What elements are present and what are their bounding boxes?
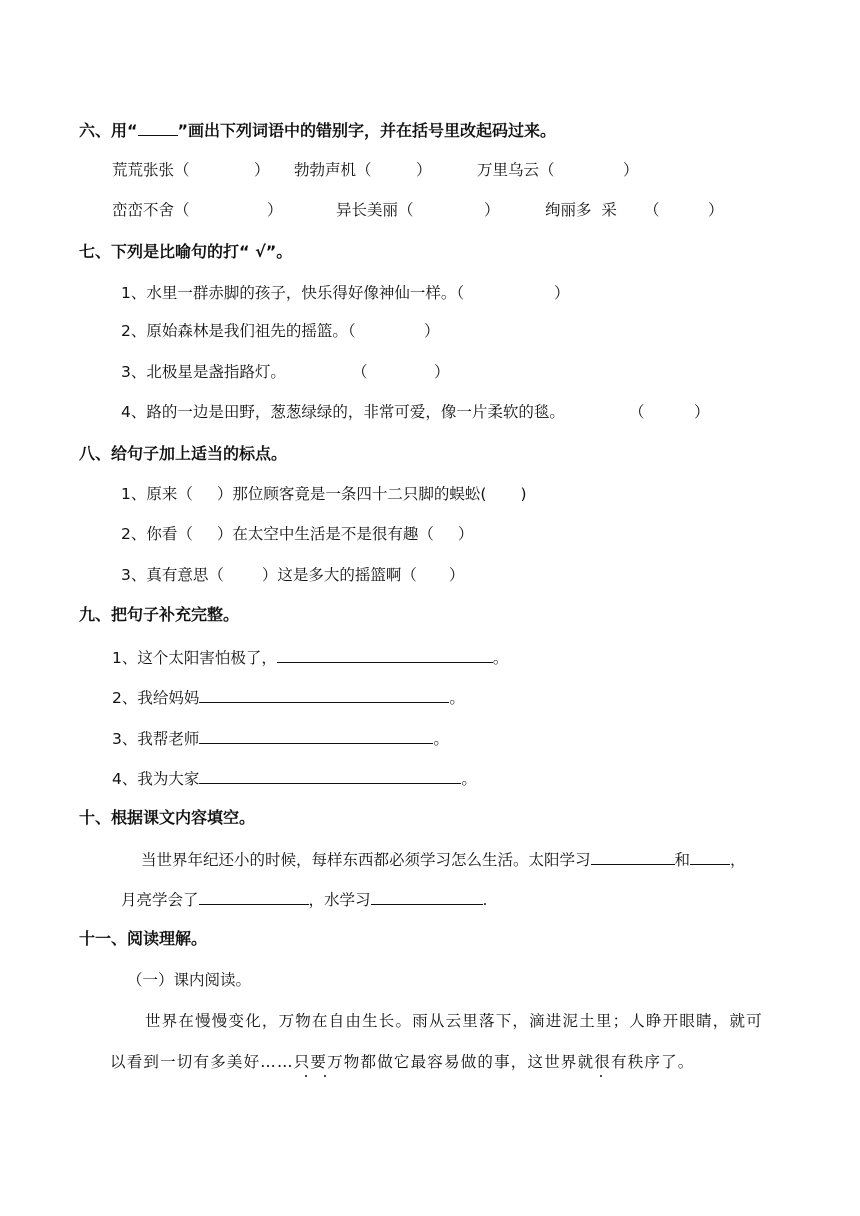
word-item-5: 异长美丽（	[336, 201, 414, 219]
punct-item-2: 2、你看（ ）在太空中生活是不是很有趣（ ）	[121, 525, 474, 543]
answer-paren-close: ）	[254, 161, 270, 179]
fill-paragraph-line-2: 月亮学会了 ，水学习 .	[121, 888, 487, 911]
section-6-heading: 六、用“ ”画出下列词语中的错别字，并在括号里改起码过来。	[79, 121, 557, 140]
answer-paren-open: （	[352, 363, 368, 381]
answer-paren-open: （	[629, 403, 645, 421]
answer-paren-close: ）	[484, 201, 500, 219]
metaphor-item-1: 1、水里一群赤脚的孩子，快乐得好像神仙一样。（	[121, 284, 465, 302]
section-11-heading: 十一、阅读理解。	[79, 929, 208, 948]
fill-paragraph-line-1: 当世界年纪还小的时候，每样东西都必须学习怎么生活。太阳学习 和 ，	[141, 848, 746, 871]
punct-item-1: 1、原来（ ）那位顾客竟是一条四十二只脚的蜈蚣( )	[121, 485, 527, 503]
answer-paren-close: ）	[434, 363, 450, 381]
answer-paren-close: ）	[424, 322, 440, 340]
answer-blank[interactable]	[277, 646, 493, 663]
word-item-6: 绚丽多 采	[545, 201, 617, 219]
emphasis-dot	[324, 1075, 326, 1077]
punct-item-3: 3、真有意思（ ）这是多大的摇篮啊（ ）	[121, 566, 465, 584]
answer-paren-close: ）	[708, 201, 724, 219]
word-item-1: 荒荒张张（	[112, 161, 190, 179]
metaphor-item-4: 4、路的一边是田野，葱葱绿绿的，非常可爱，像一片柔软的毯。	[121, 403, 565, 421]
metaphor-item-2: 2、原始森林是我们祖先的摇篮。（	[121, 322, 356, 340]
section-8-heading: 八、给句子加上适当的标点。	[79, 444, 288, 463]
answer-blank[interactable]	[199, 767, 461, 784]
word-item-2: 勃勃声机（	[294, 161, 372, 179]
answer-paren-close: ）	[416, 161, 432, 179]
reading-paragraph-line-2: 以看到一切有多美好……只要万物都做它最容易做的事，这世界就很有秩序了。	[110, 1053, 695, 1071]
answer-paren-close: ）	[623, 161, 639, 179]
reading-paragraph-line-1: 世界在慢慢变化，万物在自由生长。雨从云里落下，滴进泥土里；人睁开眼睛，就可	[145, 1012, 763, 1030]
answer-paren-close: ）	[554, 284, 570, 302]
answer-blank[interactable]	[591, 848, 675, 865]
complete-item-3: 3、我帮老师 。	[112, 727, 449, 750]
metaphor-item-3: 3、北极星是盏指路灯。	[121, 363, 286, 381]
reading-subheading: （一）课内阅读。	[127, 971, 252, 989]
complete-item-1: 1、这个太阳害怕极了， 。	[112, 646, 508, 669]
answer-blank[interactable]	[199, 727, 433, 744]
emphasis-dot	[305, 1075, 307, 1077]
answer-blank[interactable]	[371, 888, 483, 905]
answer-blank[interactable]	[690, 848, 730, 865]
section-10-heading: 十、根据课文内容填空。	[79, 808, 256, 827]
answer-blank[interactable]	[199, 888, 309, 905]
emphasis-dot	[600, 1075, 602, 1077]
section-9-heading: 九、把句子补充完整。	[79, 605, 240, 624]
word-item-3: 万里乌云（	[477, 161, 555, 179]
complete-item-4: 4、我为大家 。	[112, 767, 477, 790]
answer-paren-close: ）	[694, 403, 710, 421]
word-item-4: 峦峦不舍（	[112, 201, 190, 219]
underline-sample	[138, 119, 178, 136]
complete-item-2: 2、我给妈妈 。	[112, 686, 465, 709]
answer-blank[interactable]	[199, 686, 449, 703]
answer-paren-open: （	[644, 201, 660, 219]
answer-paren-close: ）	[267, 201, 283, 219]
section-7-heading: 七、下列是比喻句的打“ √”。	[79, 242, 293, 261]
